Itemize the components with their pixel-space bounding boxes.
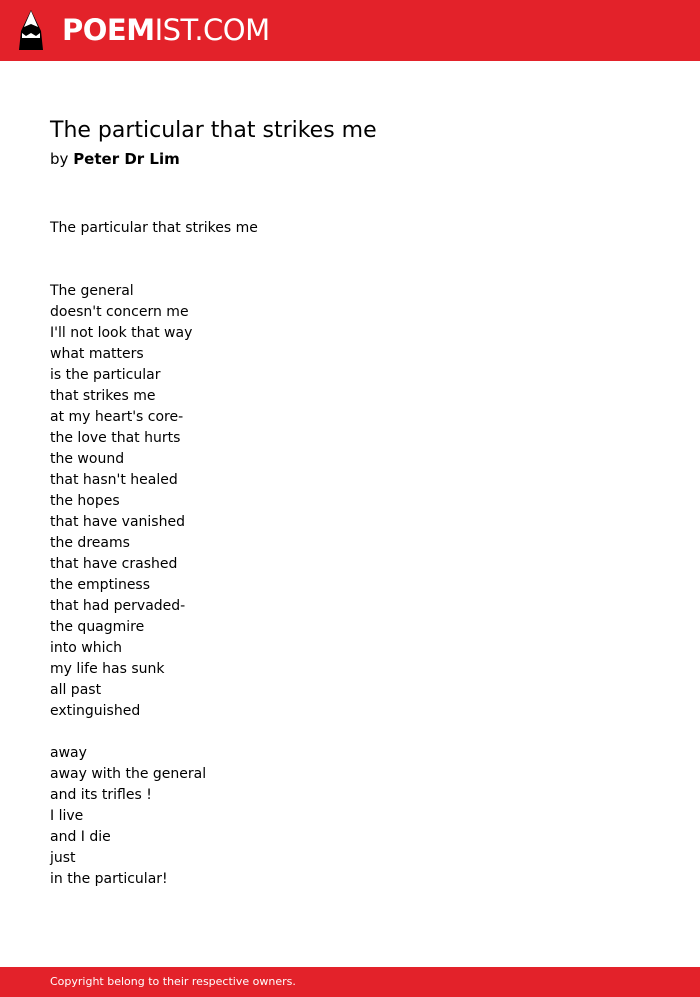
poem-line: that strikes me	[50, 388, 156, 404]
poem-line: extinguished	[50, 703, 141, 719]
poem-line: I live	[50, 808, 84, 824]
poem-line: and I die	[50, 829, 111, 845]
brand-bold: POEM	[62, 13, 155, 47]
poem-line: the love that hurts	[50, 430, 181, 446]
poem-line: at my heart's core-	[50, 409, 184, 425]
poem-line: I'll not look that way	[50, 325, 193, 341]
poem-line: away	[50, 745, 87, 761]
poem-line: into which	[50, 640, 123, 656]
poem-line: in the particular!	[50, 871, 168, 887]
poem-line: is the particular	[50, 367, 161, 383]
author-name: Peter Dr Lim	[73, 150, 180, 168]
by-label: by	[50, 150, 69, 168]
byline	[50, 149, 180, 169]
site-logo-text[interactable]	[62, 12, 270, 48]
stanza-break	[50, 239, 258, 260]
poem-line: that had pervaded-	[50, 598, 186, 614]
stanza-break	[50, 260, 258, 281]
poem-line: away with the general	[50, 766, 207, 782]
poem-line: the hopes	[50, 493, 120, 509]
site-footer	[0, 967, 700, 997]
pen-nib-logo-icon[interactable]	[17, 9, 45, 52]
poem-line: that have crashed	[50, 556, 178, 572]
poem-line: what matters	[50, 346, 144, 362]
poem-line: just	[50, 850, 76, 866]
poem-line: The general	[50, 283, 134, 299]
poem-line: my life has sunk	[50, 661, 165, 677]
brand-light: IST.COM	[154, 13, 270, 47]
poem-line: the dreams	[50, 535, 130, 551]
site-header	[0, 0, 700, 61]
poem-line: the quagmire	[50, 619, 145, 635]
stanza-break	[50, 722, 258, 743]
poem-line: that hasn't healed	[50, 472, 178, 488]
poem-line: doesn't concern me	[50, 304, 189, 320]
poem-line: the emptiness	[50, 577, 151, 593]
poem-line: the wound	[50, 451, 125, 467]
poem-line: The particular that strikes me	[50, 220, 258, 236]
poem-line: all past	[50, 682, 102, 698]
copyright-notice: Copyright belong to their respective owners.	[50, 975, 296, 988]
poem-title: The particular that strikes me	[50, 118, 377, 143]
poem-line: and its trifles !	[50, 787, 152, 803]
poem-body	[50, 218, 258, 890]
poem-line: that have vanished	[50, 514, 185, 530]
